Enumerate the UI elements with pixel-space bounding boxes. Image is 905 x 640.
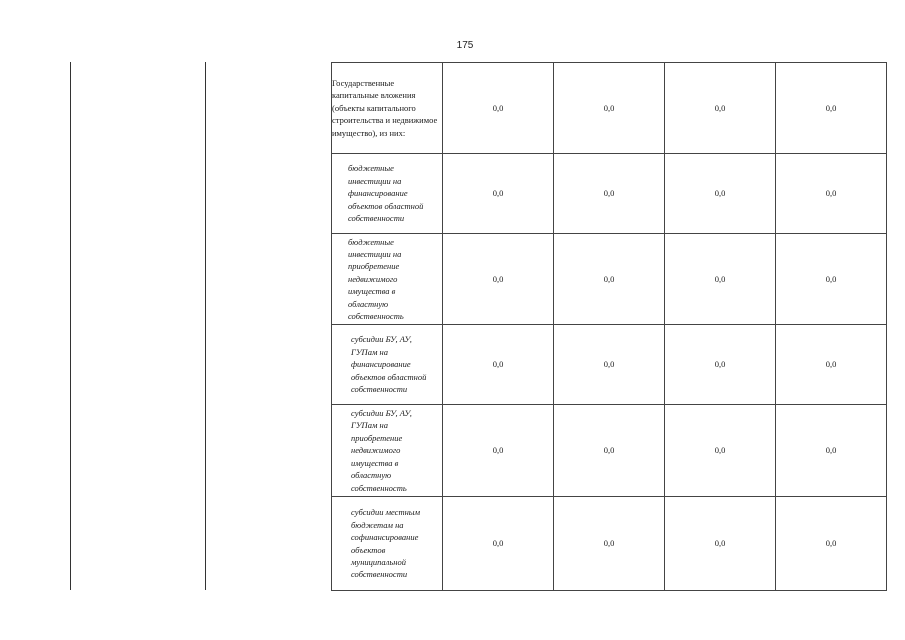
- row-label: субсидии местным бюджетам на софинансирование объектов муниципальной собственности: [332, 497, 443, 591]
- row-label: субсидии БУ, АУ, ГУПам на приобретение недвижимого имущества в областную собственность: [332, 405, 443, 497]
- table-cell: 0,0: [554, 234, 665, 325]
- table-cell: 0,0: [554, 63, 665, 154]
- row-label: Государственные капитальные вложения (объекты капитального строительства и недвижимое имущество), из них:: [332, 63, 443, 154]
- table-cell: 0,0: [443, 234, 554, 325]
- table-cell: 0,0: [776, 497, 887, 591]
- table-cell: 0,0: [776, 154, 887, 234]
- table-row: [332, 154, 887, 234]
- page-number: 175: [456, 40, 474, 51]
- table-cell: 0,0: [665, 63, 776, 154]
- table-cell: 0,0: [665, 405, 776, 497]
- row-label: бюджетные инвестиции на финансирование объектов областной собственности: [332, 154, 443, 234]
- table-row: [332, 234, 887, 325]
- table-cell: 0,0: [776, 325, 887, 405]
- table-cell: 0,0: [665, 497, 776, 591]
- table-cell: 0,0: [554, 405, 665, 497]
- table-cell: 0,0: [554, 497, 665, 591]
- table-cell: 0,0: [776, 63, 887, 154]
- table-cell: 0,0: [665, 325, 776, 405]
- row-label: бюджетные инвестиции на приобретение недвижимого имущества в областную собственность: [332, 234, 443, 325]
- table-cell: 0,0: [776, 405, 887, 497]
- table-cell: 0,0: [554, 154, 665, 234]
- table-cell: 0,0: [443, 63, 554, 154]
- table-cell: 0,0: [776, 234, 887, 325]
- table-cell: 0,0: [443, 325, 554, 405]
- table-row: [332, 405, 887, 497]
- row-label: субсидии БУ, АУ, ГУПам на финансирование объектов областной собственности: [332, 325, 443, 405]
- middle-column-border: [205, 62, 206, 590]
- table-row: [332, 325, 887, 405]
- table-cell: 0,0: [443, 497, 554, 591]
- table-cell: 0,0: [665, 234, 776, 325]
- table-cell: 0,0: [443, 405, 554, 497]
- left-column-border: [70, 62, 71, 590]
- table-row: [332, 497, 887, 591]
- table-cell: 0,0: [665, 154, 776, 234]
- table-cell: 0,0: [443, 154, 554, 234]
- capital-investments-table: [331, 62, 887, 591]
- table-cell: 0,0: [554, 325, 665, 405]
- table-row: [332, 63, 887, 154]
